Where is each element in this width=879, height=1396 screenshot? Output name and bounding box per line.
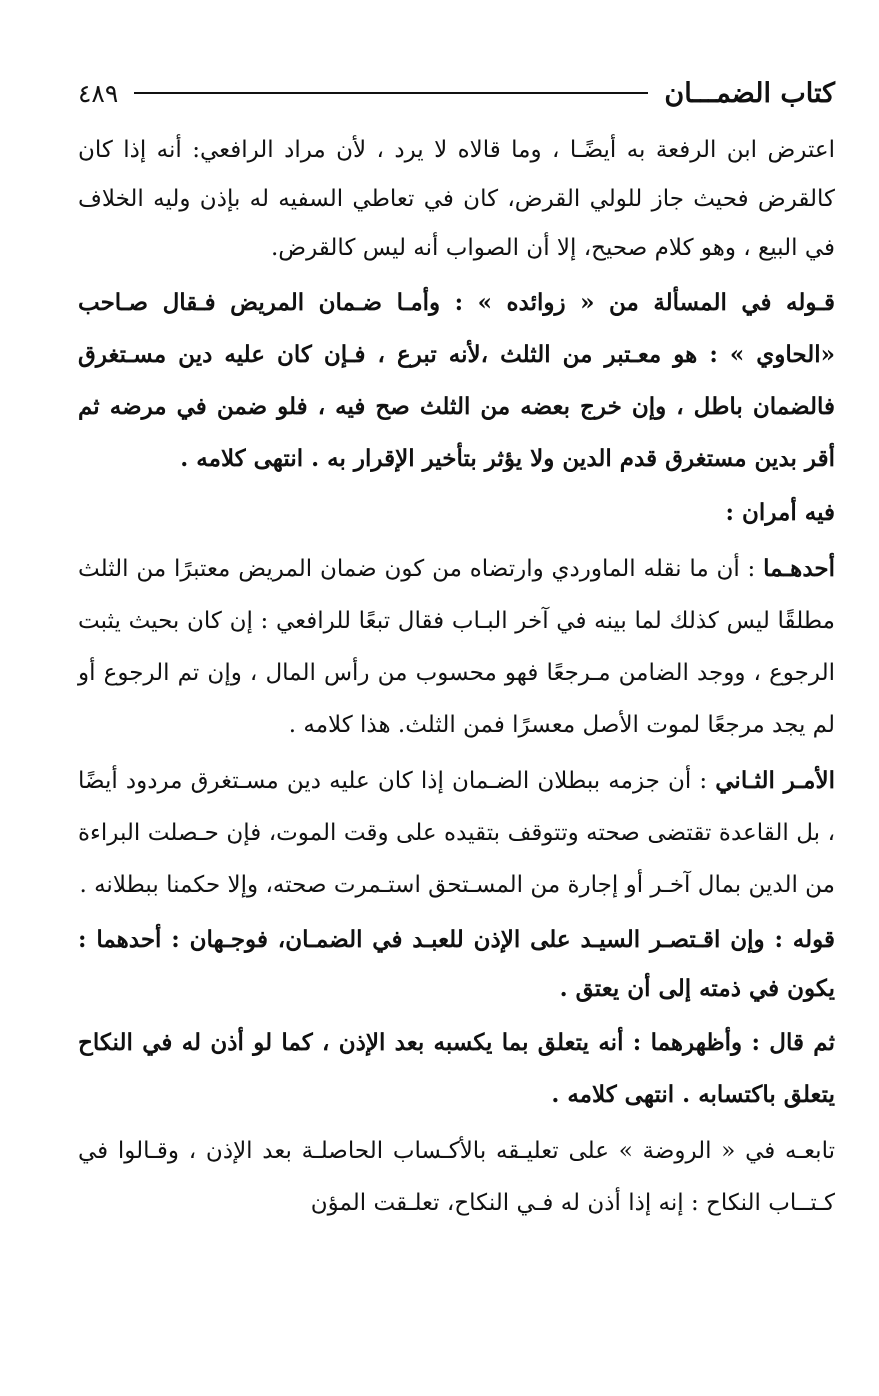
paragraph-2-quote: قـوله في المسألة من « زوائده » : وأمـا ضـمان المريض فـقال صـاحب «الحاوي » : هو معـتبر من الثلث ،لأنه تبرع ، فـإن كان عليه دين مسـتغرق فالضمان باطل ، وإن خرج بعضه من الثلث صح فيه ، فلو ضمن في مرضه ثم أقر بدين مستغرق قدم الدين ولا يؤثر بتأخير الإقرار به . انتهى كلامه . bbox=[78, 289, 835, 472]
paragraph-6-quote: قوله : وإن اقـتصـر السيـد على الإذن للعبـد في الضمـان، فوجـهان : أحدهما : يكون في ذمته إلى أن يعتق . bbox=[78, 926, 835, 1002]
paragraph-1: اعترض ابن الرفعة به أيضًـا ، وما قالاه لا يرد ، لأن مراد الرافعي: أنه إذا كان كالقرض فحيث جاز للولي القرض، كان في تعاطي السفيه له بإذن وليه الخلاف في البيع ، وهو كلام صحيح، إلا أن الصواب أنه ليس كالقرض. bbox=[78, 137, 835, 261]
header-rule bbox=[134, 92, 648, 94]
second-issue-text: : أن جزمه ببطلان الضـمان إذا كان عليه دين مسـتغرق مردود أيضًا ، بل القاعدة تقتضى صحته وتتوقف بتقيده على وقت الموت، فإن حـصلت البراءة من الدين بمال آخـر أو إجارة من المسـتحق استـمرت صحته، وإلا حكمنا ببطلانه . bbox=[78, 768, 835, 898]
book-page bbox=[78, 70, 835, 1229]
page-number: ٤٨٩ bbox=[78, 78, 119, 108]
first-issue-text: : أن ما نقله الماوردي وارتضاه من كون ضمان المريض معتبرًا من الثلث مطلقًا ليس كذلك لما بينه في آخر البـاب فقال تبعًا للرافعي : إن كان بحيث يثبت الرجوع ، ووجد الضامن مـرجعًا فهو محسوب من رأس المال ، وإن تم الرجوع أو لم يجد مرجعًا لموت الأصل معسرًا فمن الثلث. هذا كلامه . bbox=[78, 556, 835, 738]
running-header bbox=[78, 70, 835, 116]
second-issue-lead: الأمـر الثـاني bbox=[715, 767, 835, 794]
chapter-title: كتاب الضمـــان bbox=[664, 77, 835, 109]
paragraph-8: تابعـه في « الروضة » على تعليـقه بالأكـساب الحاصلـة بعد الإذن ، وقـالوا في كـتــاب النكاح : إنه إذا أذن له فـي النكاح، تعلـقت المؤن bbox=[78, 1138, 835, 1216]
first-issue-lead: أحدهـما bbox=[763, 555, 835, 582]
page-body bbox=[78, 126, 835, 1229]
paragraph-7-quote: ثم قال : وأظهرهما : أنه يتعلق بما يكسبه بعد الإذن ، كما لو أذن له في النكاح يتعلق باكتسابه . انتهى كلامه . bbox=[78, 1029, 835, 1108]
paragraph-5-second-issue bbox=[78, 755, 835, 911]
paragraph-4-first-issue bbox=[78, 543, 835, 751]
paragraph-3-issues: فيه أمران : bbox=[725, 499, 835, 526]
